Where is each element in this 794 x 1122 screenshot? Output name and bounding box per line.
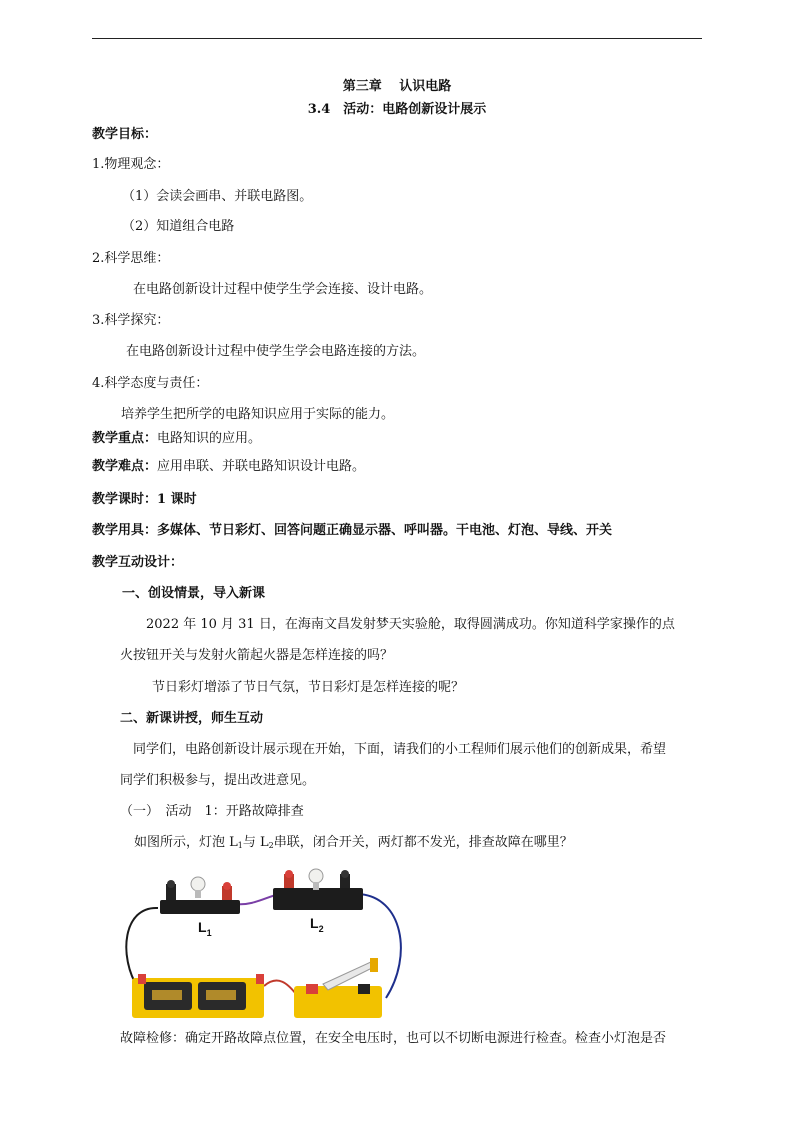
goal-thinking-text: 在电路创新设计过程中使学生学会连接、设计电路。 [133, 282, 433, 297]
bulb-l2 [273, 869, 363, 910]
key-point-text: 电路知识的应用。 [157, 431, 262, 446]
chapter-title: 第三章 认识电路 [342, 79, 452, 94]
goal-physics-item-2: （2）知道组合电路 [122, 219, 235, 234]
part2-para1-line2: 同学们积极参与，提出改进意见。 [120, 773, 316, 788]
teaching-tools: 教学用具：多媒体、节日彩灯、回答问题正确显示器、呼叫器。干电池、灯泡、导线、开关 [92, 523, 613, 538]
activity-1-question: 如图所示，灯泡 $L_1$与 $L_2$串联，闭合开关，两灯都不发光，排查故障在哪里？ [134, 835, 573, 850]
goal-inquiry: 3.科学探究： [92, 313, 170, 328]
difficulty [92, 459, 365, 475]
part2-title: 二、新课讲授，师生互动 [120, 711, 264, 726]
switch [294, 958, 382, 1018]
label-l2: $L_2$ [310, 915, 324, 934]
section-title: 3.4 活动：电路创新设计展示 [307, 102, 487, 117]
design-heading: 教学互动设计： [92, 555, 184, 570]
goals-heading: 教学目标： [92, 127, 158, 142]
part1-para1-line2: 火按钮开关与发射火箭起火器是怎样连接的吗？ [120, 648, 394, 663]
goal-attitude-text: 培养学生把所学的电路知识应用于实际的能力。 [121, 407, 395, 422]
label-l1: $L_1$ [198, 919, 212, 938]
repair-text: 故障检修：确定开路故障点位置，在安全电压时，也可以不切断电源进行检查。检查小灯泡是否 [120, 1031, 667, 1046]
key-point-label: 教学重点： [92, 431, 158, 446]
goal-attitude: 4.科学态度与责任： [92, 376, 209, 391]
part1-para1-line1: 2022 年 10 月 31 日，在海南文昌发射梦天实验舱，取得圆满成功。你知道科学家操作的点 [146, 617, 675, 632]
goal-physics: 1.物理观念： [92, 157, 170, 172]
wire-right [358, 894, 401, 998]
part2-para1-line1: 同学们，电路创新设计展示现在开始，下面，请我们的小工程师们展示他们的创新成果，希望 [133, 742, 667, 757]
part1-para2: 节日彩灯增添了节日气氛，节日彩灯是怎样连接的呢？ [152, 680, 465, 695]
header-rule [92, 38, 702, 39]
battery-holder [132, 974, 264, 1018]
goal-physics-item-1: （1）会读会画串、并联电路图。 [122, 189, 313, 204]
bulb-l1 [160, 877, 240, 914]
wire-red [264, 981, 296, 994]
goal-inquiry-text: 在电路创新设计过程中使学生学会电路连接的方法。 [126, 344, 426, 359]
goal-thinking: 2.科学思维： [92, 251, 170, 266]
circuit-figure [118, 866, 418, 1026]
activity-1-title: （一） 活动 1：开路故障排查 [120, 804, 304, 819]
key-point [92, 431, 261, 447]
difficulty-text: 应用串联、并联电路知识设计电路。 [157, 459, 366, 474]
difficulty-label: 教学难点： [92, 459, 158, 474]
teaching-hours: 教学课时：1 课时 [92, 492, 197, 507]
part1-title: 一、创设情景，导入新课 [122, 586, 266, 601]
